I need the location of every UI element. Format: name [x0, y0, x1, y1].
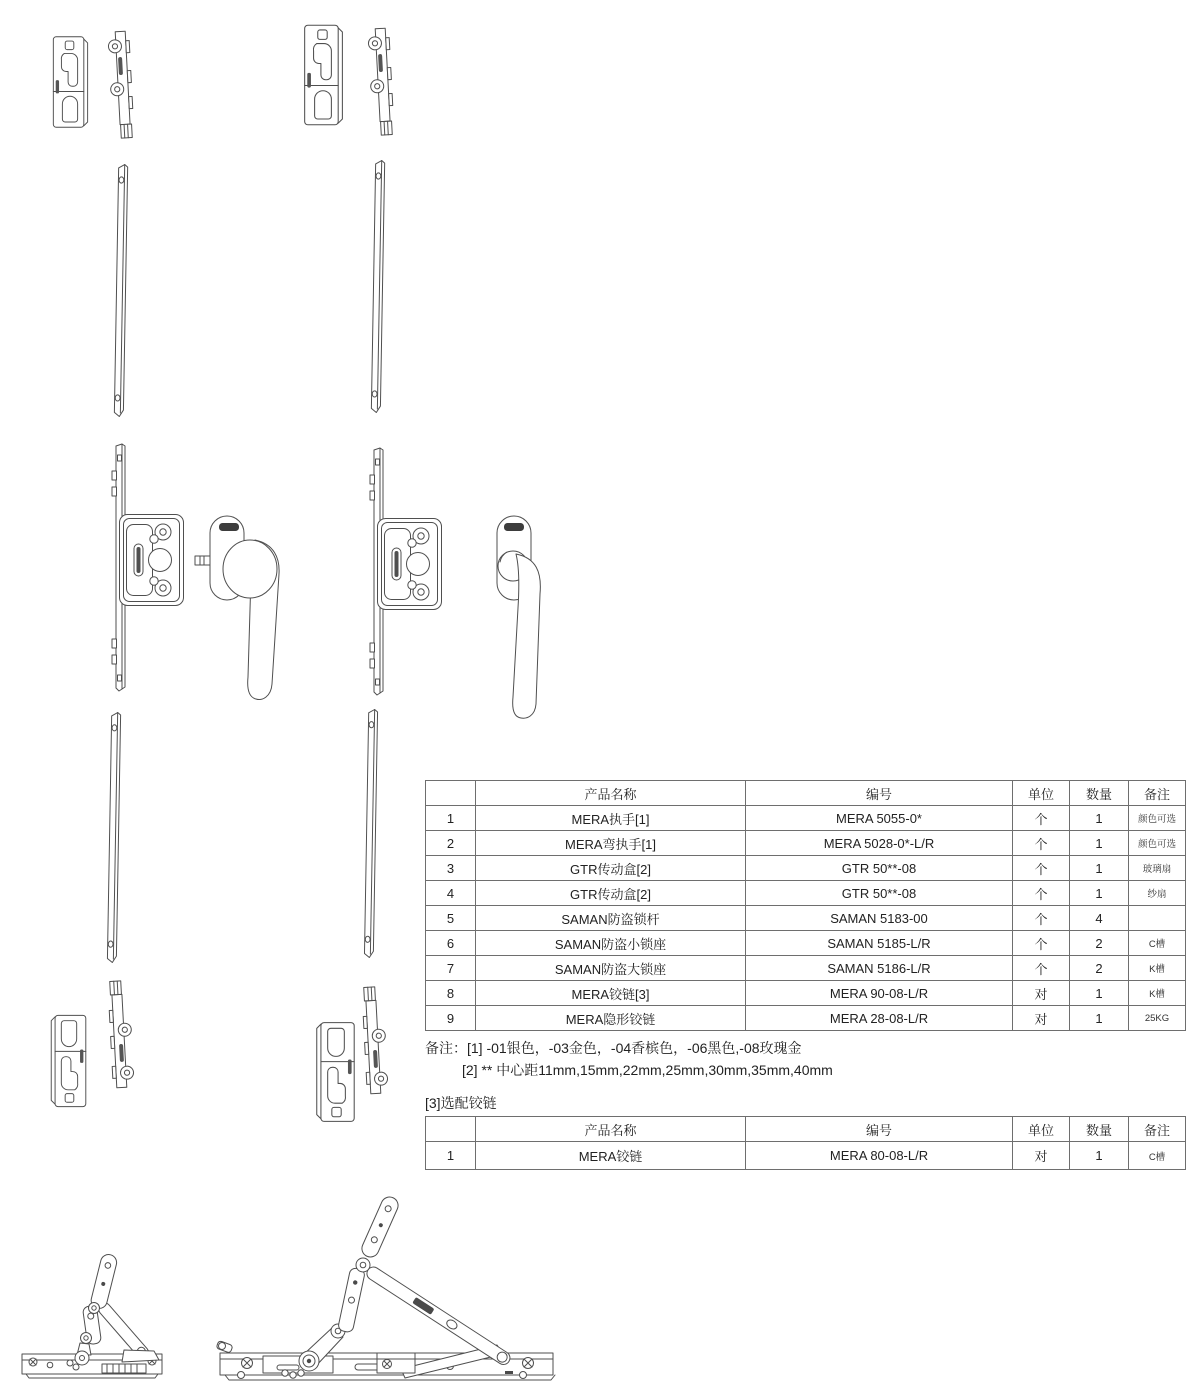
table-cell: 4 [426, 881, 476, 906]
table-cell: 个 [1013, 856, 1070, 881]
table-cell: 2 [426, 831, 476, 856]
column-header: 编号 [746, 781, 1013, 806]
table-cell: 4 [1070, 906, 1129, 931]
table-cell: 1 [1070, 881, 1129, 906]
handle-side-view-drawing [194, 514, 289, 712]
table-cell: MERA 90-08-L/R [746, 981, 1013, 1006]
table-cell: 1 [1070, 1142, 1129, 1170]
table-cell: GTR传动盒[2] [476, 881, 746, 906]
table-cell: 1 [1070, 981, 1129, 1006]
optional-hinge-label: [3]选配铰链 [425, 1095, 497, 1111]
column-header: 数量 [1070, 1117, 1129, 1142]
lock-bolt-drawing [364, 26, 400, 138]
table-cell: 8 [426, 981, 476, 1006]
parts-table [425, 780, 1186, 1031]
notes-line-2: [2] ** 中心距11mm,15mm,22mm,25mm,30mm,35mm,40mm [462, 1062, 833, 1078]
column-header [426, 781, 476, 806]
table-cell: C槽 [1129, 1142, 1186, 1170]
column-header: 单位 [1013, 1117, 1070, 1142]
table-row [426, 881, 1186, 906]
table-cell: MERA 80-08-L/R [746, 1142, 1013, 1170]
table-cell: 对 [1013, 1142, 1070, 1170]
table-row [426, 806, 1186, 831]
column-header: 备注 [1129, 1117, 1186, 1142]
table-cell: 对 [1013, 981, 1070, 1006]
column-header: 数量 [1070, 781, 1129, 806]
table-cell: SAMAN防盗小锁座 [476, 931, 746, 956]
table-row [426, 1006, 1186, 1031]
table-row [426, 931, 1186, 956]
table-cell: 颜色可选 [1129, 806, 1186, 831]
drive-rail-drawing [360, 707, 382, 961]
table-cell [1129, 906, 1186, 931]
table-cell: 个 [1013, 881, 1070, 906]
table-cell: GTR 50**-08 [746, 881, 1013, 906]
table-cell: SAMAN 5183-00 [746, 906, 1013, 931]
table-cell: 1 [426, 1142, 476, 1170]
table-cell: 1 [1070, 1006, 1129, 1031]
table-cell: 6 [426, 931, 476, 956]
table-cell: MERA铰链 [476, 1142, 746, 1170]
table-cell: SAMAN防盗大锁座 [476, 956, 746, 981]
table-cell: 9 [426, 1006, 476, 1031]
table-cell: MERA铰链[3] [476, 981, 746, 1006]
notes-line-1: 备注：[1] -01银色，-03金色，-04香槟色，-06黑色,-08玫瑰金 [425, 1040, 802, 1056]
column-header [426, 1117, 476, 1142]
table-cell: MERA弯执手[1] [476, 831, 746, 856]
drive-rail-drawing [103, 710, 125, 966]
gearbox-glass-sash-drawing [117, 512, 187, 608]
table-cell: 个 [1013, 831, 1070, 856]
keeper-plate-small-drawing [48, 1013, 90, 1109]
keeper-plate-large-drawing [301, 22, 345, 128]
friction-hinge-small-drawing [20, 1248, 170, 1390]
table-cell: MERA隐形铰链 [476, 1006, 746, 1031]
table-cell: 2 [1070, 956, 1129, 981]
table-cell: MERA执手[1] [476, 806, 746, 831]
table-cell: 颜色可选 [1129, 831, 1186, 856]
table-row [426, 856, 1186, 881]
table-cell: K槽 [1129, 981, 1186, 1006]
table-cell: SAMAN 5185-L/R [746, 931, 1013, 956]
column-header: 编号 [746, 1117, 1013, 1142]
friction-hinge-large-drawing [205, 1185, 555, 1392]
table-cell: 3 [426, 856, 476, 881]
table-cell: MERA 28-08-L/R [746, 1006, 1013, 1031]
table-cell: 25KG [1129, 1006, 1186, 1031]
table-cell: MERA 5028-0*-L/R [746, 831, 1013, 856]
lock-bolt-drawing [356, 982, 392, 1098]
table-row [426, 981, 1186, 1006]
table-cell: 2 [1070, 931, 1129, 956]
table-cell: 1 [1070, 806, 1129, 831]
table-cell: 5 [426, 906, 476, 931]
column-header: 备注 [1129, 781, 1186, 806]
table-cell: 纱扇 [1129, 881, 1186, 906]
table-cell: GTR传动盒[2] [476, 856, 746, 881]
handle-front-view-drawing [492, 514, 562, 726]
table-row [426, 831, 1186, 856]
table-cell: 个 [1013, 906, 1070, 931]
column-header: 产品名称 [476, 781, 746, 806]
table-cell: C槽 [1129, 931, 1186, 956]
table-cell: SAMAN 5186-L/R [746, 956, 1013, 981]
lock-bolt-drawing [102, 976, 138, 1092]
table-cell: 个 [1013, 806, 1070, 831]
table-row [426, 956, 1186, 981]
table-cell: MERA 5055-0* [746, 806, 1013, 831]
lock-bolt-drawing [104, 28, 140, 142]
table-cell: SAMAN防盗锁杆 [476, 906, 746, 931]
table-cell: 对 [1013, 1006, 1070, 1031]
table-cell: 1 [1070, 831, 1129, 856]
drive-rail-drawing [110, 160, 132, 422]
drive-rail-drawing [367, 157, 389, 417]
header-row [426, 781, 1186, 806]
header-row [426, 1117, 1186, 1142]
table-cell: 个 [1013, 931, 1070, 956]
table-cell: 1 [1070, 856, 1129, 881]
column-header: 产品名称 [476, 1117, 746, 1142]
table-row [426, 906, 1186, 931]
table-cell: 1 [426, 806, 476, 831]
column-header: 单位 [1013, 781, 1070, 806]
table-cell: K槽 [1129, 956, 1186, 981]
optional-hinge-table [425, 1116, 1186, 1170]
table-cell: 7 [426, 956, 476, 981]
gearbox-screen-sash-drawing [375, 516, 445, 612]
table-row [426, 1142, 1186, 1170]
table-cell: 玻璃扇 [1129, 856, 1186, 881]
table-cell: GTR 50**-08 [746, 856, 1013, 881]
keeper-plate-large-drawing [314, 1020, 358, 1124]
table-cell: 个 [1013, 956, 1070, 981]
keeper-plate-small-drawing [50, 34, 90, 130]
